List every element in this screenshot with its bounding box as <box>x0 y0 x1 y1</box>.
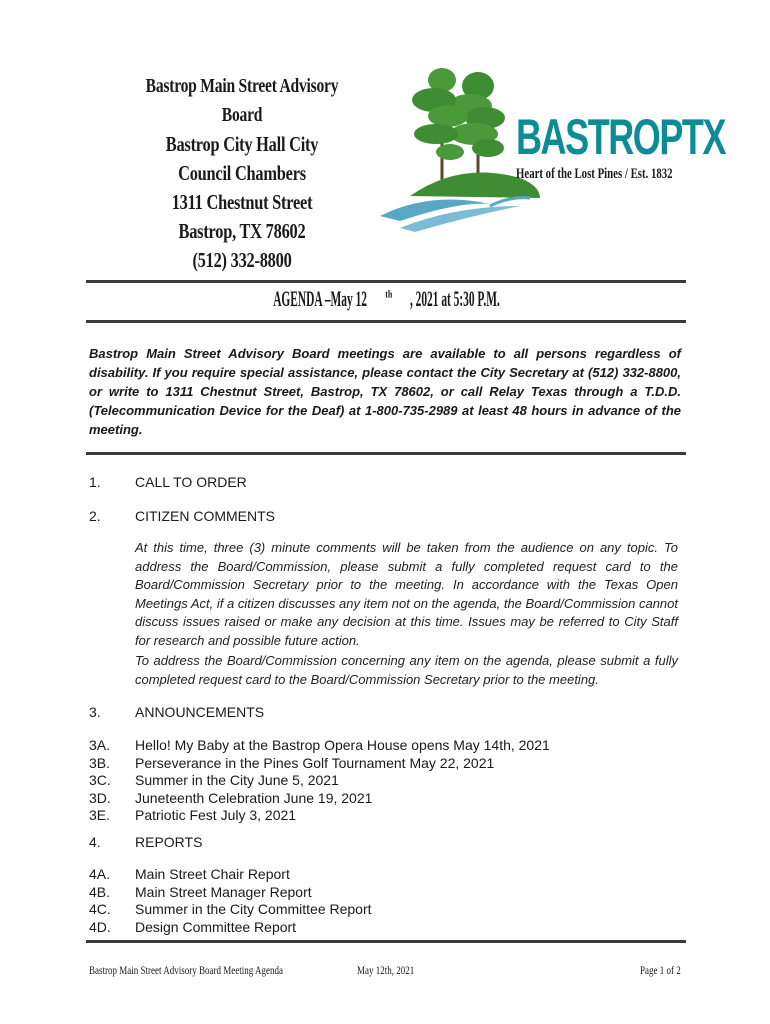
item-number: 2. <box>89 508 101 524</box>
list-item-number: 4D. <box>89 918 111 935</box>
location-line-2: Council Chambers <box>178 161 306 185</box>
list-item-text: Main Street Manager Report <box>135 883 312 900</box>
location-line-1: Bastrop City Hall City <box>165 132 319 156</box>
item-label: ANNOUNCEMENTS <box>135 704 265 720</box>
list-item-number: 3B. <box>89 754 111 771</box>
item-label: REPORTS <box>135 834 203 850</box>
footer-center <box>357 963 433 978</box>
list-item-number: 3A. <box>89 737 111 753</box>
list-item-text: Patriotic Fest July 3, 2021 <box>135 807 297 823</box>
city-state-zip: Bastrop, TX 78602 <box>178 219 306 243</box>
footer-title: Bastrop Main Street Advisory Board Meeting Agenda <box>89 963 283 977</box>
agenda-title-superscript: th <box>385 288 393 301</box>
logo-name: BASTROPTX <box>516 109 726 165</box>
item-label: CITIZEN COMMENTS <box>135 508 275 524</box>
list-item-text: Perseverance in the Pines Golf Tournament May 22, 2021 <box>135 754 495 771</box>
title-top-rule <box>86 280 686 283</box>
agenda-title-date: , 2021 at 5:30 P.M. <box>409 286 500 311</box>
footer-left <box>89 963 348 978</box>
list-item-number: 3D. <box>89 789 111 806</box>
agenda-title <box>86 286 686 312</box>
citizen-comments-paragraph-2: To address the Board/Commission concerning any item on the agenda, please submit a fully completed request card to the Board/Commission Secretary prior to the meeting. <box>135 653 678 687</box>
list-item-text: Main Street Chair Report <box>135 866 290 882</box>
page-number: Page 1 of 2 <box>640 963 681 977</box>
list-item-number: 3C. <box>89 772 111 788</box>
footer-rule <box>86 940 686 943</box>
phone-number: (512) 332-8800 <box>192 248 292 272</box>
title-bottom-rule <box>86 320 686 323</box>
logo-tagline: Heart of the Lost Pines / Est. 1832 <box>516 166 673 182</box>
notice-rule <box>86 452 686 455</box>
list-item-text: Juneteenth Celebration June 19, 2021 <box>135 789 373 806</box>
item-number: 3. <box>89 704 101 720</box>
list-item-text: Hello! My Baby at the Bastrop Opera House opens May 14th, 2021 <box>135 737 550 753</box>
list-item-number: 4B. <box>89 883 111 900</box>
header-address-block <box>92 72 392 275</box>
item-number: 1. <box>89 474 101 490</box>
item-number: 4. <box>89 834 101 850</box>
board-name: Bastrop Main Street Advisory Board <box>145 75 339 126</box>
list-item-text: Summer in the City Committee Report <box>135 901 372 917</box>
list-item-number: 3E. <box>89 807 111 823</box>
footer-date: May 12th, 2021 <box>357 963 415 977</box>
list-item-number: 4C. <box>89 901 111 917</box>
agenda-title-text: AGENDA –May 12 <box>273 286 367 311</box>
citizen-comments-paragraph-1: At this time, three (3) minute comments will be taken from the audience on any topic. To address the Board/Commission, please submit a fully completed request card to the Board/Commission Secretary prior to the meeting. In accordance with the Texas Open Meetings Act, if a citizen discusses any item not on the agenda, the Board/Commission cannot discuss issues raised or make any decision at this time. Issues may be referred to City Staff for research and possible future action. <box>135 540 678 648</box>
list-item-number: 4A. <box>89 866 111 882</box>
accessibility-notice: Bastrop Main Street Advisory Board meetings are available to all persons regardless of disability. If you require special assistance, please contact the City Secretary at (512) 332-8800, or write to 1311 Chestnut Street, Bastrop, TX 78602, or call Relay Texas through a T.D.D. (Telecommunication Device for the Deaf) at 1-800-735-2989 at least 48 hours in advance of the meeting. <box>89 346 681 437</box>
street-address: 1311 Chestnut Street <box>171 190 313 214</box>
footer-right <box>640 963 694 978</box>
list-item-text: Summer in the City June 5, 2021 <box>135 772 339 788</box>
item-label: CALL TO ORDER <box>135 474 247 490</box>
list-item-text: Design Committee Report <box>135 918 297 935</box>
